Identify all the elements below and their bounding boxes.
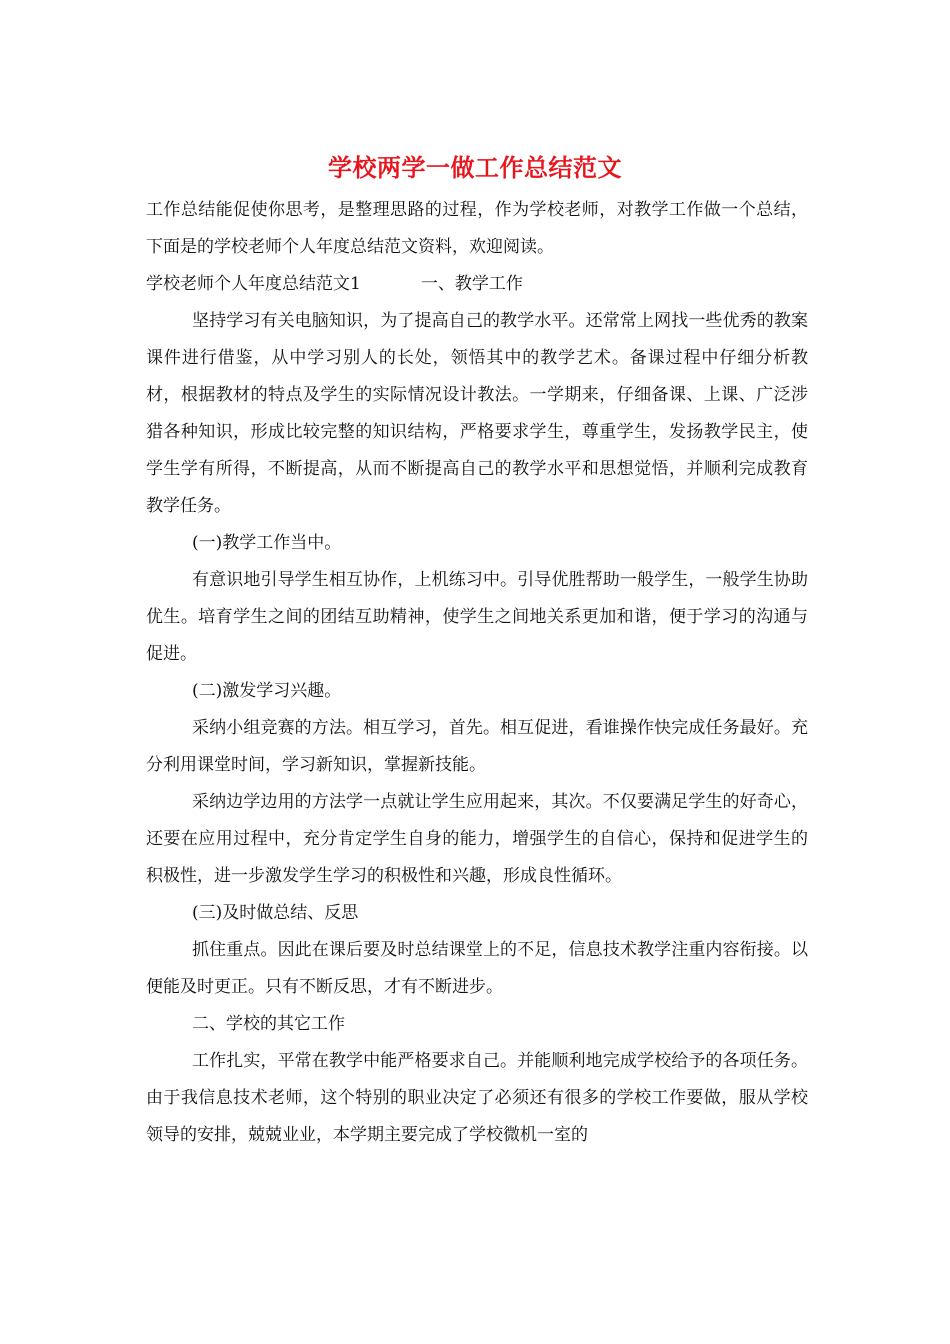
paragraph-2: 有意识地引导学生相互协作，上机练习中。引导优胜帮助一般学生，一般学生协助优生。培育学生之间的团结互助精神，使学生之间地关系更加和谐，便于学习的沟通与促进。	[146, 570, 808, 664]
paragraph-1: 坚持学习有关电脑知识，为了提高自己的教学水平。还常常上网找一些优秀的教案课件进行借鉴，从中学习别人的长处，领悟其中的教学艺术。备课过程中仔细分析教材，根据教材的特点及学生的实际情况设计教法。一学期来，仔细备课、上课、广泛涉猎各种知识，形成比较完整的知识结构，严格要求学生，尊重学生，发扬教学民主，使学生学有所得，不断提高，从而不断提高自己的教学水平和思想觉悟，并顺利完成教育教学任务。	[146, 311, 808, 516]
subheading-3: (三)及时做总结、反思	[192, 903, 359, 923]
paragraph-5: 抓住重点。因此在课后要及时总结课堂上的不足，信息技术教学注重内容衔接。以便能及时更正。只有不断反思，才有不断进步。	[146, 940, 808, 997]
section-two-heading: 二、学校的其它工作	[192, 1014, 345, 1034]
example-heading-line	[146, 266, 808, 303]
section-one-heading: 一、教学工作	[420, 274, 523, 294]
paragraph-4: 采纳边学边用的方法学一点就让学生应用起来，其次。不仅要满足学生的好奇心，还要在应用过程中，充分肯定学生自身的能力，增强学生的自信心，保持和促进学生的积极性，进一步激发学生学习的积极性和兴趣，形成良性循环。	[146, 792, 808, 886]
intro-paragraph: 工作总结能促使你思考，是整理思路的过程，作为学校老师，对教学工作做一个总结，下面是的学校老师个人年度总结范文资料，欢迎阅读。	[146, 200, 808, 257]
subheading-2: (二)激发学习兴趣。	[192, 681, 342, 701]
document-body	[146, 192, 808, 1154]
paragraph-6: 工作扎实，平常在教学中能严格要求自己。并能顺利地完成学校给予的各项任务。由于我信息技术老师，这个特别的职业决定了必须还有很多的学校工作要做，服从学校领导的安排，兢兢业业，本学期主要完成了学校微机一室的	[146, 1051, 808, 1145]
example-heading: 学校老师个人年度总结范文1	[146, 274, 361, 294]
paragraph-3: 采纳小组竞赛的方法。相互学习，首先。相互促进，看谁操作快完成任务最好。充分利用课堂时间，学习新知识，掌握新技能。	[146, 718, 808, 775]
subheading-1: (一)教学工作当中。	[192, 533, 342, 553]
document-title: 学校两学一做工作总结范文	[328, 153, 622, 182]
